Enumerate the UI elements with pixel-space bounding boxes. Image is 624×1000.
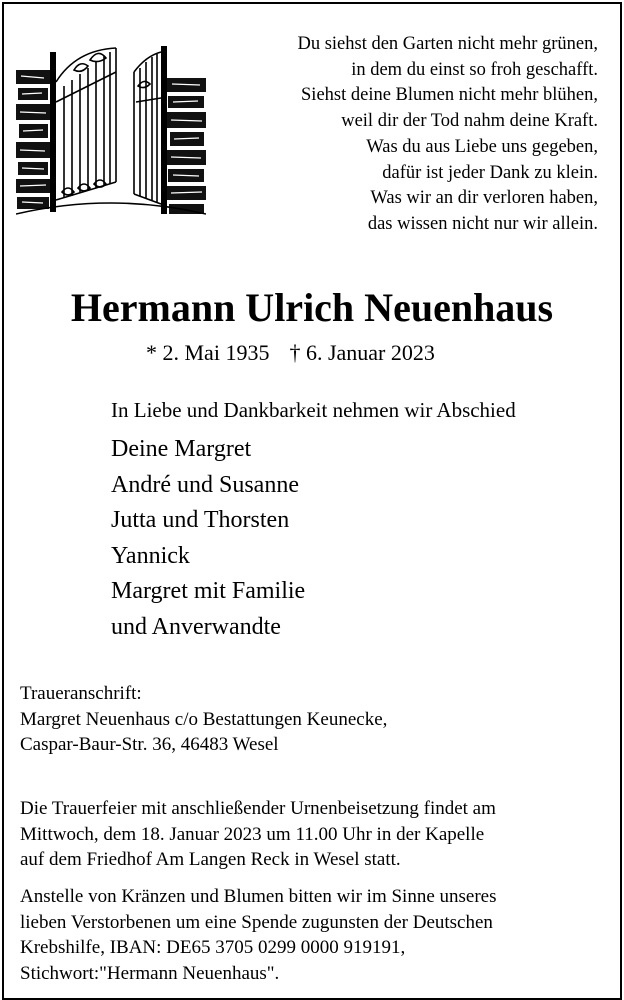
ceremony-line: auf dem Friedhof Am Langen Reck in Wesel statt. [20,849,401,870]
donation-line: lieben Verstorbenen um eine Spende zugunsten der Deutschen [20,911,493,933]
mourner-entry: Jutta und Thorsten [111,507,290,534]
death-date: † 6. Januar 2023 [289,340,435,365]
poem-line: dafür ist jeder Dank zu klein. [382,162,598,183]
poem-line: Was wir an dir verloren haben, [370,188,598,209]
farewell-line: In Liebe und Dankbarkeit nehmen wir Abschied [111,398,516,422]
obituary-frame [2,2,622,1000]
address-label: Traueranschrift: [20,683,142,704]
donation-line: Krebshilfe, IBAN: DE65 3705 0299 0000 919191, [20,937,406,958]
donation-notice [20,884,497,986]
life-dates [146,338,435,368]
donation-line: Anstelle von Kränzen und Blumen bitten wir im Sinne unseres [20,886,497,907]
poem-line: in dem du einst so froh geschafft. [351,59,598,80]
mourner-entry: Deine Margret [111,436,252,462]
deceased-name: Hermann Ulrich Neuenhaus [70,285,554,330]
memorial-poem [198,32,598,238]
mourners-list [111,432,305,646]
donation-line: Stichwort:"Hermann Neuenhaus". [20,962,280,984]
ceremony-notice [20,796,496,873]
address-line: Margret Neuenhaus c/o Bestattungen Keunecke, [20,708,388,730]
poem-line: das wissen nicht nur wir allein. [367,213,598,234]
ceremony-line: Die Trauerfeier mit anschließender Urnenbeisetzung findet am [20,798,496,819]
mourner-entry: Margret mit Familie [111,578,306,605]
garden-gate-illustration [16,42,206,222]
poem-line: Du siehst den Garten nicht mehr grünen, [297,34,598,54]
poem-line: weil dir der Tod nahm deine Kraft. [341,111,598,132]
poem-line: Was du aus Liebe uns gegeben, [366,136,598,157]
mourning-address [20,681,387,758]
birth-date: * 2. Mai 1935 [146,340,270,365]
mourner-entry: Yannick [111,542,190,569]
mourner-entry: André und Susanne [111,471,299,498]
ceremony-line: Mittwoch, dem 18. Januar 2023 um 11.00 Uhr in der Kapelle [20,823,485,845]
mourner-entry: und Anverwandte [111,613,281,640]
address-line: Caspar-Baur-Str. 36, 46483 Wesel [20,734,279,755]
poem-line: Siehst deine Blumen nicht mehr blühen, [301,85,598,106]
